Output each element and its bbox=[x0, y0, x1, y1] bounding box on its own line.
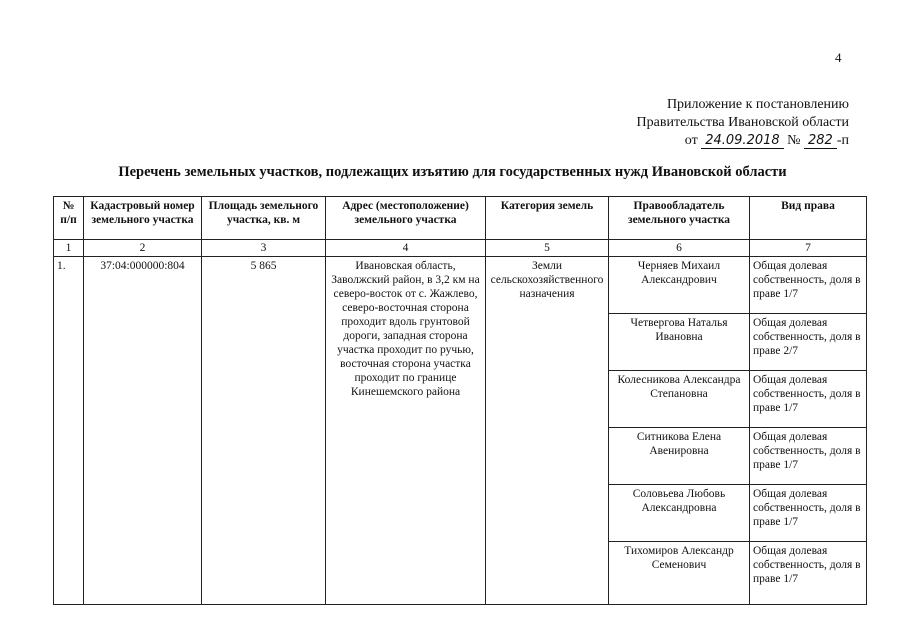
cadastral-number: 37:04:000000:804 bbox=[84, 257, 202, 605]
land-category: Земли сельскохозяйственного назначения bbox=[486, 257, 609, 605]
appendix-line-3 bbox=[637, 132, 849, 150]
owner-name: Черняев Михаил Александрович bbox=[609, 257, 750, 314]
decree-date: 24.09.2018 bbox=[701, 133, 783, 149]
ownership-right: Общая долевая собственность, доля в праве 1/7 bbox=[750, 485, 867, 542]
column-number: 4 bbox=[326, 240, 486, 257]
number-label: № bbox=[787, 133, 801, 148]
owner-name: Четвергова Наталья Ивановна bbox=[609, 314, 750, 371]
column-header: Адрес (местоположение) земельного участка bbox=[326, 197, 486, 240]
appendix-line-2: Правительства Ивановской области bbox=[636, 115, 849, 130]
ownership-right: Общая долевая собственность, доля в праве 1/7 bbox=[750, 542, 867, 605]
table-row bbox=[54, 257, 867, 314]
column-header: Кадастровый номер земельного участка bbox=[84, 197, 202, 240]
owner-name: Ситникова Елена Авенировна bbox=[609, 428, 750, 485]
appendix-line-1: Приложение к постановлению bbox=[666, 97, 849, 112]
number-suffix: -п bbox=[836, 133, 849, 148]
row-number: 1. bbox=[54, 257, 84, 605]
column-header: Категория земель bbox=[486, 197, 609, 240]
owner-name: Колесникова Александра Степановна bbox=[609, 371, 750, 428]
plot-address: Ивановская область, Заволжский район, в 3,2 км на северо-восток от с. Жажлево, северо-восточная сторона проходит вдоль грунтовой дороги, западная сторона участка проходит по ручью, восточная сторона участка проходит по границе Кинешемского района bbox=[326, 257, 486, 605]
ownership-right: Общая долевая собственность, доля в праве 1/7 bbox=[750, 428, 867, 485]
column-header: Площадь земельного участка, кв. м bbox=[202, 197, 326, 240]
column-number: 3 bbox=[202, 240, 326, 257]
column-header: Правообладатель земельного участка bbox=[609, 197, 750, 240]
column-header: Вид права bbox=[750, 197, 867, 240]
column-number: 6 bbox=[609, 240, 750, 257]
ownership-right: Общая долевая собственность, доля в праве 2/7 bbox=[750, 314, 867, 371]
owner-name: Тихомиров Александр Семенович bbox=[609, 542, 750, 605]
column-number: 1 bbox=[54, 240, 84, 257]
page-number: 4 bbox=[835, 50, 842, 65]
ownership-right: Общая долевая собственность, доля в праве 1/7 bbox=[750, 371, 867, 428]
table-header-row bbox=[54, 197, 867, 240]
ownership-right: Общая долевая собственность, доля в праве 1/7 bbox=[750, 257, 867, 314]
document-title: Перечень земельных участков, подлежащих изъятию для государственных нужд Ивановской области bbox=[118, 164, 787, 180]
plot-area: 5 865 bbox=[202, 257, 326, 605]
from-label: от bbox=[684, 133, 698, 148]
land-plots-table bbox=[53, 196, 867, 605]
column-header: № п/п bbox=[54, 197, 84, 240]
appendix-header bbox=[637, 96, 849, 150]
column-number: 2 bbox=[84, 240, 202, 257]
column-number: 5 bbox=[486, 240, 609, 257]
owner-name: Соловьева Любовь Александровна bbox=[609, 485, 750, 542]
column-number-row bbox=[54, 240, 867, 257]
decree-number: 282 bbox=[804, 133, 837, 149]
column-number: 7 bbox=[750, 240, 867, 257]
